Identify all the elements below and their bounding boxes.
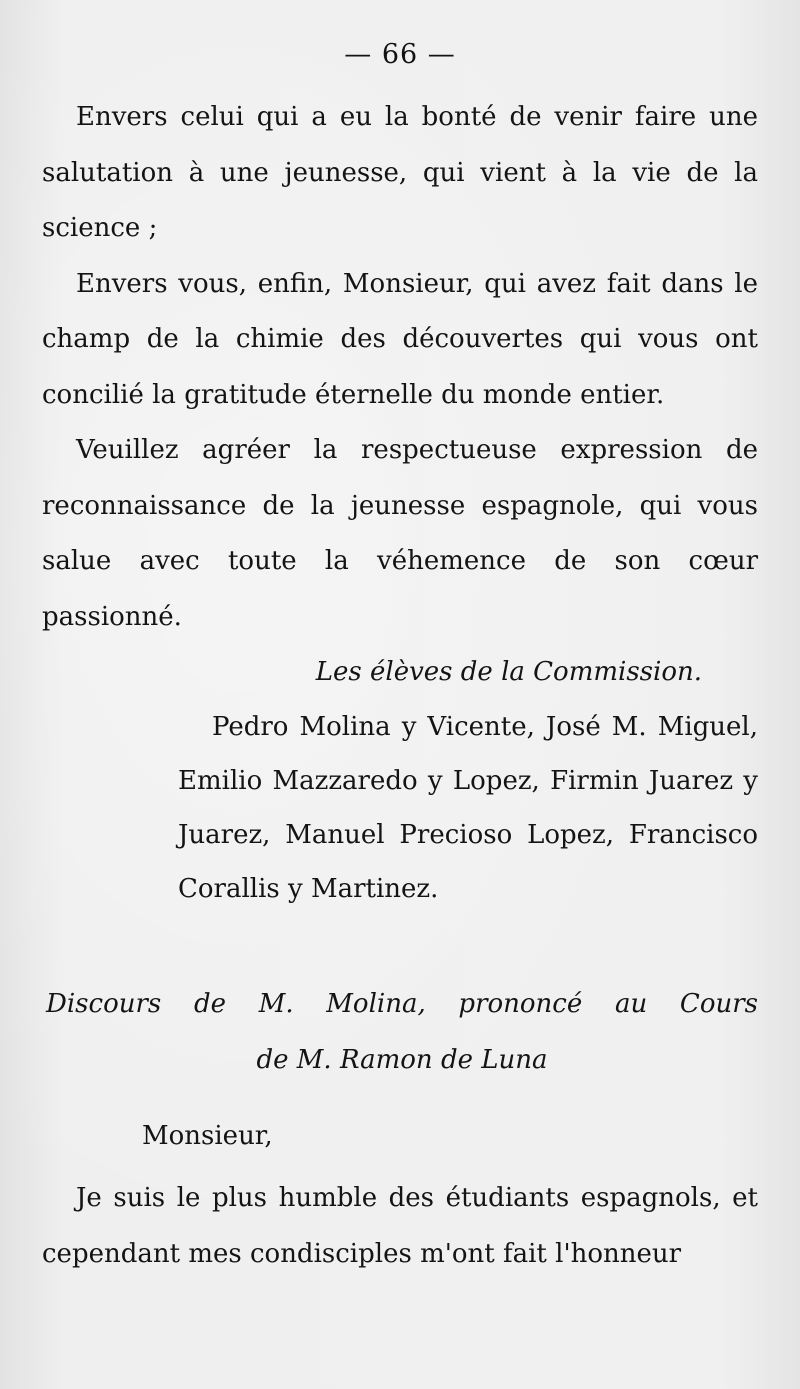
paragraph-2: Envers vous, enfin, Monsieur, qui avez fait dans le champ de la chimie des découvertes qui vous ont concilié la gratitude éternelle du monde entier.: [42, 268, 758, 410]
signatory-names: Pedro Molina y Vicente, José M. Miguel, Emilio Mazzaredo y Lopez, Firmin Juarez y Juarez, Manuel Precioso Lopez, Francisco Corallis y Martinez.: [178, 712, 758, 904]
letter-body: [42, 90, 758, 645]
paragraph-1: Envers celui qui a eu la bonté de venir faire une salutation à une jeunesse, qui vient à la vie de la science ;: [42, 102, 758, 243]
section-heading: [42, 976, 758, 1088]
page-number: — 66 —: [344, 39, 456, 70]
paragraph-3: Veuillez agréer la respectueuse expression de reconnaissance de la jeunesse espagnole, qui vous salue avec toute la véhemence de son cœur passionné.: [42, 435, 758, 632]
section-heading-line-2: de M. Ramon de Luna: [256, 1045, 548, 1075]
section-heading-line-1: Discours de M. Molina, prononcé au Cours: [46, 989, 758, 1019]
signoff: Les élèves de la Commission.: [315, 657, 702, 687]
closing-paragraph: Je suis le plus humble des étudiants espagnols, et cependant mes condisciples m'ont fait l'honneur: [42, 1183, 758, 1269]
salutation: Monsieur,: [142, 1121, 273, 1151]
